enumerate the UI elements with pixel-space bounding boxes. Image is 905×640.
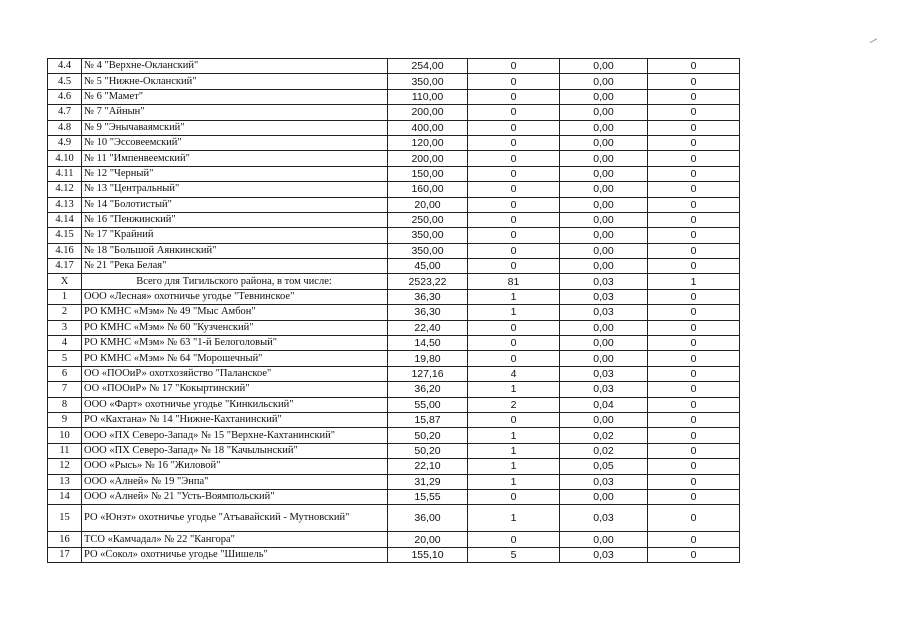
count-cell: 2 — [468, 397, 560, 412]
density-cell: 0,00 — [560, 182, 648, 197]
ground-name-cell: № 16 "Пенжинский" — [82, 212, 388, 227]
density-cell: 0,02 — [560, 443, 648, 458]
ground-name-cell: № 17 "Крайний — [82, 228, 388, 243]
table-row — [48, 382, 740, 397]
quota-cell: 0 — [648, 532, 740, 547]
area-cell: 36,30 — [388, 305, 468, 320]
count-cell: 0 — [468, 151, 560, 166]
density-cell: 0,00 — [560, 105, 648, 120]
scan-mark — [870, 38, 878, 45]
ground-name-cell: № 18 "Большой Аянкинский" — [82, 243, 388, 258]
density-cell: 0,05 — [560, 459, 648, 474]
row-number-cell: 4.6 — [48, 89, 82, 104]
ground-name-cell: РО «Юнэт» охотничье угодье "Атъавайский - Мутновский" — [82, 505, 388, 532]
table-row — [48, 547, 740, 562]
count-cell: 4 — [468, 366, 560, 381]
row-number-cell: 4.11 — [48, 166, 82, 181]
quota-cell: 0 — [648, 412, 740, 427]
row-number-cell: 4.9 — [48, 135, 82, 150]
table-row — [48, 259, 740, 274]
density-cell: 0,03 — [560, 274, 648, 289]
density-cell: 0,04 — [560, 397, 648, 412]
count-cell: 0 — [468, 412, 560, 427]
quota-cell: 0 — [648, 89, 740, 104]
ground-name-cell: ООО «Рысь» № 16 "Жиловой" — [82, 459, 388, 474]
area-cell: 250,00 — [388, 212, 468, 227]
count-cell: 1 — [468, 474, 560, 489]
ground-name-cell: № 6 "Мамет" — [82, 89, 388, 104]
area-cell: 155,10 — [388, 547, 468, 562]
area-cell: 400,00 — [388, 120, 468, 135]
density-cell: 0,00 — [560, 336, 648, 351]
row-number-cell: 1 — [48, 289, 82, 304]
quota-cell: 0 — [648, 459, 740, 474]
table-body — [48, 59, 740, 563]
count-cell: 0 — [468, 489, 560, 504]
ground-name-cell: № 7 "Айнын" — [82, 105, 388, 120]
table-row — [48, 459, 740, 474]
table-row — [48, 443, 740, 458]
density-cell: 0,00 — [560, 412, 648, 427]
quota-cell: 0 — [648, 166, 740, 181]
table-row — [48, 74, 740, 89]
density-cell: 0,00 — [560, 59, 648, 74]
row-number-cell: 17 — [48, 547, 82, 562]
density-cell: 0,00 — [560, 166, 648, 181]
density-cell: 0,03 — [560, 547, 648, 562]
quota-cell: 1 — [648, 274, 740, 289]
table-row — [48, 474, 740, 489]
ground-name-cell: ОО «ПООиР» охотхозяйство "Паланское" — [82, 366, 388, 381]
ground-name-cell: РО КМНС «Мэм» № 60 "Кузченский" — [82, 320, 388, 335]
area-cell: 110,00 — [388, 89, 468, 104]
count-cell: 0 — [468, 89, 560, 104]
quota-cell: 0 — [648, 182, 740, 197]
area-cell: 127,16 — [388, 366, 468, 381]
ground-name-cell: РО КМНС «Мэм» № 64 "Морошечный" — [82, 351, 388, 366]
ground-name-cell: Всего для Тигильского района, в том числе: — [82, 274, 388, 289]
density-cell: 0,00 — [560, 532, 648, 547]
table-row — [48, 532, 740, 547]
table-row — [48, 212, 740, 227]
quota-cell: 0 — [648, 197, 740, 212]
count-cell: 1 — [468, 305, 560, 320]
table-row — [48, 197, 740, 212]
ground-name-cell: ТСО «Камчадал» № 22 "Кангора" — [82, 532, 388, 547]
ground-name-cell: РО «Сокол» охотничье угодье "Шишель" — [82, 547, 388, 562]
density-cell: 0,00 — [560, 120, 648, 135]
table-row — [48, 412, 740, 427]
area-cell: 36,30 — [388, 289, 468, 304]
area-cell: 22,40 — [388, 320, 468, 335]
count-cell: 1 — [468, 505, 560, 532]
table-row — [48, 182, 740, 197]
quota-cell: 0 — [648, 120, 740, 135]
count-cell: 0 — [468, 166, 560, 181]
area-cell: 160,00 — [388, 182, 468, 197]
area-cell: 36,00 — [388, 505, 468, 532]
count-cell: 0 — [468, 120, 560, 135]
count-cell: 0 — [468, 243, 560, 258]
row-number-cell: 4.7 — [48, 105, 82, 120]
area-cell: 19,80 — [388, 351, 468, 366]
ground-name-cell: № 10 "Эссовеемский" — [82, 135, 388, 150]
area-cell: 45,00 — [388, 259, 468, 274]
density-cell: 0,03 — [560, 474, 648, 489]
table-row — [48, 320, 740, 335]
ground-name-cell: РО КМНС «Мэм» № 63 "1-й Белоголовый" — [82, 336, 388, 351]
row-number-cell: 11 — [48, 443, 82, 458]
area-cell: 20,00 — [388, 197, 468, 212]
quota-cell: 0 — [648, 212, 740, 227]
density-cell: 0,03 — [560, 505, 648, 532]
count-cell: 0 — [468, 182, 560, 197]
row-number-cell: 10 — [48, 428, 82, 443]
quota-cell: 0 — [648, 74, 740, 89]
table-row — [48, 397, 740, 412]
count-cell: 0 — [468, 135, 560, 150]
quota-cell: 0 — [648, 505, 740, 532]
density-cell: 0,00 — [560, 259, 648, 274]
density-cell: 0,00 — [560, 212, 648, 227]
density-cell: 0,02 — [560, 428, 648, 443]
row-number-cell: 8 — [48, 397, 82, 412]
row-number-cell: 7 — [48, 382, 82, 397]
ground-name-cell: ООО «Фарт» охотничье угодье "Кинкильский" — [82, 397, 388, 412]
quota-cell: 0 — [648, 228, 740, 243]
area-cell: 120,00 — [388, 135, 468, 150]
ground-name-cell: РО КМНС «Мэм» № 49 "Мыс Амбон" — [82, 305, 388, 320]
count-cell: 0 — [468, 74, 560, 89]
area-cell: 50,20 — [388, 443, 468, 458]
count-cell: 0 — [468, 259, 560, 274]
table-row — [48, 120, 740, 135]
hunting-grounds-table — [47, 58, 740, 563]
quota-cell: 0 — [648, 443, 740, 458]
count-cell: 1 — [468, 443, 560, 458]
count-cell: 0 — [468, 197, 560, 212]
table-row — [48, 89, 740, 104]
table-row — [48, 59, 740, 74]
row-number-cell: 4.14 — [48, 212, 82, 227]
density-cell: 0,00 — [560, 320, 648, 335]
ground-name-cell: № 13 "Центральный" — [82, 182, 388, 197]
area-cell: 200,00 — [388, 151, 468, 166]
row-number-cell: 15 — [48, 505, 82, 532]
count-cell: 0 — [468, 59, 560, 74]
quota-cell: 0 — [648, 336, 740, 351]
area-cell: 350,00 — [388, 74, 468, 89]
table-row — [48, 428, 740, 443]
density-cell: 0,00 — [560, 197, 648, 212]
density-cell: 0,03 — [560, 382, 648, 397]
quota-cell: 0 — [648, 320, 740, 335]
table-row — [48, 135, 740, 150]
row-number-cell: 4.16 — [48, 243, 82, 258]
count-cell: 0 — [468, 105, 560, 120]
count-cell: 0 — [468, 320, 560, 335]
quota-cell: 0 — [648, 474, 740, 489]
area-cell: 150,00 — [388, 166, 468, 181]
quota-cell: 0 — [648, 351, 740, 366]
density-cell: 0,00 — [560, 228, 648, 243]
quota-cell: 0 — [648, 151, 740, 166]
row-number-cell: 4.4 — [48, 59, 82, 74]
table-row — [48, 505, 740, 532]
count-cell: 1 — [468, 428, 560, 443]
ground-name-cell: РО «Кахтана» № 14 "Нижне-Кахтанинский" — [82, 412, 388, 427]
area-cell: 2523,22 — [388, 274, 468, 289]
row-number-cell: 14 — [48, 489, 82, 504]
table-row — [48, 243, 740, 258]
area-cell: 36,20 — [388, 382, 468, 397]
area-cell: 15,55 — [388, 489, 468, 504]
area-cell: 15,87 — [388, 412, 468, 427]
area-cell: 55,00 — [388, 397, 468, 412]
row-number-cell: 4 — [48, 336, 82, 351]
row-number-cell: 4.15 — [48, 228, 82, 243]
row-number-cell: 4.5 — [48, 74, 82, 89]
ground-name-cell: № 11 "Импенвеемский" — [82, 151, 388, 166]
quota-cell: 0 — [648, 59, 740, 74]
count-cell: 0 — [468, 351, 560, 366]
quota-cell: 0 — [648, 305, 740, 320]
density-cell: 0,00 — [560, 135, 648, 150]
row-number-cell: X — [48, 274, 82, 289]
row-number-cell: 9 — [48, 412, 82, 427]
ground-name-cell: ООО «ПХ Северо-Запад» № 15 "Верхне-Кахтанинский" — [82, 428, 388, 443]
row-number-cell: 16 — [48, 532, 82, 547]
quota-cell: 0 — [648, 382, 740, 397]
ground-name-cell: ОО «ПООиР» № 17 "Кокыртинский" — [82, 382, 388, 397]
table-row — [48, 489, 740, 504]
count-cell: 0 — [468, 212, 560, 227]
quota-cell: 0 — [648, 105, 740, 120]
table-row — [48, 228, 740, 243]
area-cell: 14,50 — [388, 336, 468, 351]
quota-cell: 0 — [648, 547, 740, 562]
row-number-cell: 12 — [48, 459, 82, 474]
row-number-cell: 4.12 — [48, 182, 82, 197]
row-number-cell: 3 — [48, 320, 82, 335]
count-cell: 0 — [468, 532, 560, 547]
area-cell: 200,00 — [388, 105, 468, 120]
table-row — [48, 366, 740, 381]
ground-name-cell: № 5 "Нижне-Окланский" — [82, 74, 388, 89]
table-row — [48, 305, 740, 320]
count-cell: 1 — [468, 289, 560, 304]
area-cell: 350,00 — [388, 243, 468, 258]
density-cell: 0,00 — [560, 489, 648, 504]
density-cell: 0,00 — [560, 74, 648, 89]
area-cell: 20,00 — [388, 532, 468, 547]
table-row — [48, 151, 740, 166]
quota-cell: 0 — [648, 397, 740, 412]
area-cell: 22,10 — [388, 459, 468, 474]
quota-cell: 0 — [648, 428, 740, 443]
count-cell: 0 — [468, 228, 560, 243]
count-cell: 0 — [468, 336, 560, 351]
table-row — [48, 351, 740, 366]
ground-name-cell: № 9 "Энычаваямский" — [82, 120, 388, 135]
count-cell: 5 — [468, 547, 560, 562]
row-number-cell: 4.10 — [48, 151, 82, 166]
density-cell: 0,00 — [560, 243, 648, 258]
ground-name-cell: ООО «Алней» № 21 "Усть-Воямпольский" — [82, 489, 388, 504]
density-cell: 0,03 — [560, 305, 648, 320]
quota-cell: 0 — [648, 366, 740, 381]
count-cell: 81 — [468, 274, 560, 289]
row-number-cell: 4.17 — [48, 259, 82, 274]
table-row — [48, 105, 740, 120]
row-number-cell: 13 — [48, 474, 82, 489]
density-cell: 0,03 — [560, 366, 648, 381]
density-cell: 0,00 — [560, 151, 648, 166]
quota-cell: 0 — [648, 243, 740, 258]
density-cell: 0,00 — [560, 351, 648, 366]
quota-cell: 0 — [648, 135, 740, 150]
count-cell: 1 — [468, 382, 560, 397]
row-number-cell: 4.13 — [48, 197, 82, 212]
ground-name-cell: № 21 "Река Белая" — [82, 259, 388, 274]
area-cell: 50,20 — [388, 428, 468, 443]
table-row — [48, 289, 740, 304]
table-row — [48, 274, 740, 289]
area-cell: 254,00 — [388, 59, 468, 74]
ground-name-cell: ООО «Алней» № 19 "Энпа" — [82, 474, 388, 489]
quota-cell: 0 — [648, 489, 740, 504]
density-cell: 0,00 — [560, 89, 648, 104]
ground-name-cell: ООО «ПХ Северо-Запад» № 18 "Качылынский" — [82, 443, 388, 458]
table-row — [48, 336, 740, 351]
ground-name-cell: № 4 "Верхне-Окланский" — [82, 59, 388, 74]
quota-cell: 0 — [648, 289, 740, 304]
quota-cell: 0 — [648, 259, 740, 274]
ground-name-cell: № 12 "Черный" — [82, 166, 388, 181]
row-number-cell: 4.8 — [48, 120, 82, 135]
area-cell: 350,00 — [388, 228, 468, 243]
table-row — [48, 166, 740, 181]
row-number-cell: 2 — [48, 305, 82, 320]
density-cell: 0,03 — [560, 289, 648, 304]
area-cell: 31,29 — [388, 474, 468, 489]
count-cell: 1 — [468, 459, 560, 474]
row-number-cell: 5 — [48, 351, 82, 366]
ground-name-cell: № 14 "Болотистый" — [82, 197, 388, 212]
row-number-cell: 6 — [48, 366, 82, 381]
ground-name-cell: ООО «Лесная» охотничье угодье "Тевнинское" — [82, 289, 388, 304]
